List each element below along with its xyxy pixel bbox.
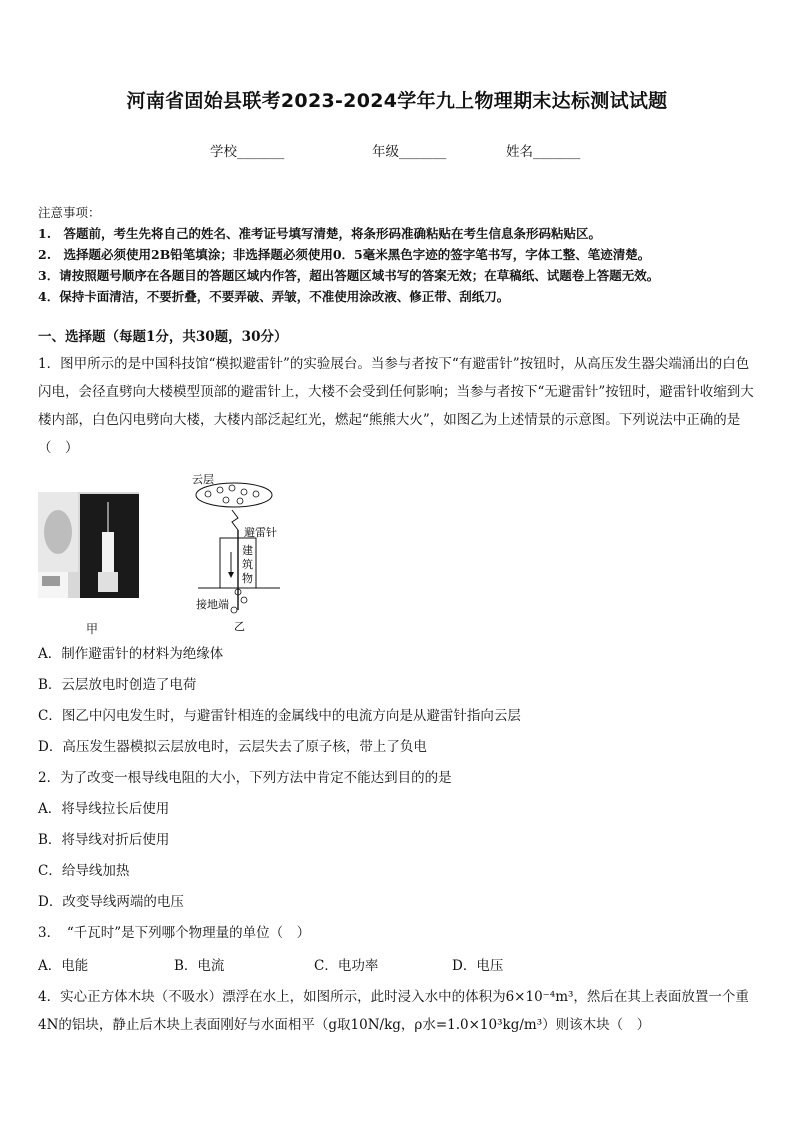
- building-label-3: 物: [242, 572, 253, 585]
- note-item: 3．请按照题号顺序在各题目的答题区域内作答，超出答题区域书写的答案无效；在草稿纸、试题卷上答题无效。: [38, 268, 660, 283]
- note-item: 2. 选择题必须使用2B铅笔填涂；非选择题必须使用0．5毫米黑色字迹的签字笔书写，字体工整、笔迹清楚。: [38, 247, 651, 262]
- rod-label: 避雷针: [244, 526, 277, 539]
- question-1-stem: 1．图甲所示的是中国科技馆“模拟避雷针”的实验展台。当参与者按下“有避雷针”按钮时，从高压发生器尖端涌出的白色闪电，会径直劈向大楼模型顶部的避雷针上，大楼不会受到任何影响；当参与者按下“无避雷针”按钮时，避雷针收缩到大楼内部，白色闪电劈向大楼，大楼内部泛起红光，燃起“熊熊大火”，如图乙为上述情景的示意图。下列说法中正确的是（ ）: [38, 356, 754, 456]
- page-title: 河南省固始县联考2023-2024学年九上物理期末达标测试试题: [126, 90, 668, 112]
- note-item: 1. 答题前，考生先将自己的姓名、准考证号填写清楚，将条形码准确粘贴在考生信息条形码粘贴区。: [38, 226, 602, 241]
- q1-option-c: C．图乙中闪电发生时，与避雷针相连的金属线中的电流方向是从避雷针指向云层: [38, 708, 521, 724]
- lightning-bolt: [232, 510, 238, 530]
- building-label-2: 筑: [242, 558, 253, 571]
- school-field: 学校_______: [210, 144, 285, 160]
- q3-option-a: A．电能: [38, 958, 89, 974]
- grade-field: 年级_______: [372, 144, 447, 160]
- figure-yi-caption: 乙: [234, 620, 245, 633]
- name-field: 姓名_______: [506, 144, 581, 160]
- q2-option-c: C．给导线加热: [38, 863, 130, 879]
- q2-option-d: D．改变导线两端的电压: [38, 894, 184, 910]
- q3-option-b: B．电流: [174, 958, 225, 974]
- q1-option-d: D．高压发生器模拟云层放电时，云层失去了原子核，带上了负电: [38, 739, 427, 755]
- figure-yi-diagram: [188, 470, 288, 635]
- lightning-rod-exhibit-image: [38, 492, 139, 598]
- q1-option-a: A．制作避雷针的材料为绝缘体: [38, 646, 224, 662]
- cloud-shape: [196, 483, 272, 507]
- q2-option-a: A．将导线拉长后使用: [38, 801, 170, 817]
- question-3-stem: 3． “千瓦时”是下列哪个物理量的单位（ ）: [38, 925, 311, 941]
- question-2-stem: 2．为了改变一根导线电阻的大小，下列方法中肯定不能达到目的的是: [38, 770, 452, 786]
- section-heading: 一、选择题（每题1分，共30题，30分）: [38, 329, 288, 345]
- building-label-1: 建: [242, 544, 253, 557]
- ground-charges: [231, 589, 247, 613]
- cloud-label: 云层: [192, 473, 214, 486]
- figure-jia-caption: 甲: [86, 622, 99, 636]
- figure-jia-photo: [38, 492, 139, 598]
- current-arrow-head: [228, 572, 234, 578]
- q1-option-b: B．云层放电时创造了电荷: [38, 677, 197, 693]
- notes-block: [38, 202, 758, 307]
- q2-option-b: B．将导线对折后使用: [38, 832, 170, 848]
- charge-dots: [205, 485, 259, 504]
- q3-option-c: C．电功率: [314, 958, 379, 974]
- question-4-stem: 4．实心正方体木块（不吸水）漂浮在水上，如图所示，此时浸入水中的体积为6×10⁻⁴m³，然后在其上表面放置一个重4N的铝块，静止后木块上表面刚好与水面相平（g取10N/kg，ρ水=1.0×10³kg/m³）则该木块（ ）: [38, 989, 749, 1033]
- q3-option-d: D．电压: [452, 958, 504, 974]
- notes-heading: 注意事项：: [38, 205, 101, 220]
- ground-label: 接地端: [196, 598, 229, 611]
- note-item: 4．保持卡面清洁，不要折叠，不要弄破、弄皱，不准使用涂改液、修正带、刮纸刀。: [38, 289, 510, 304]
